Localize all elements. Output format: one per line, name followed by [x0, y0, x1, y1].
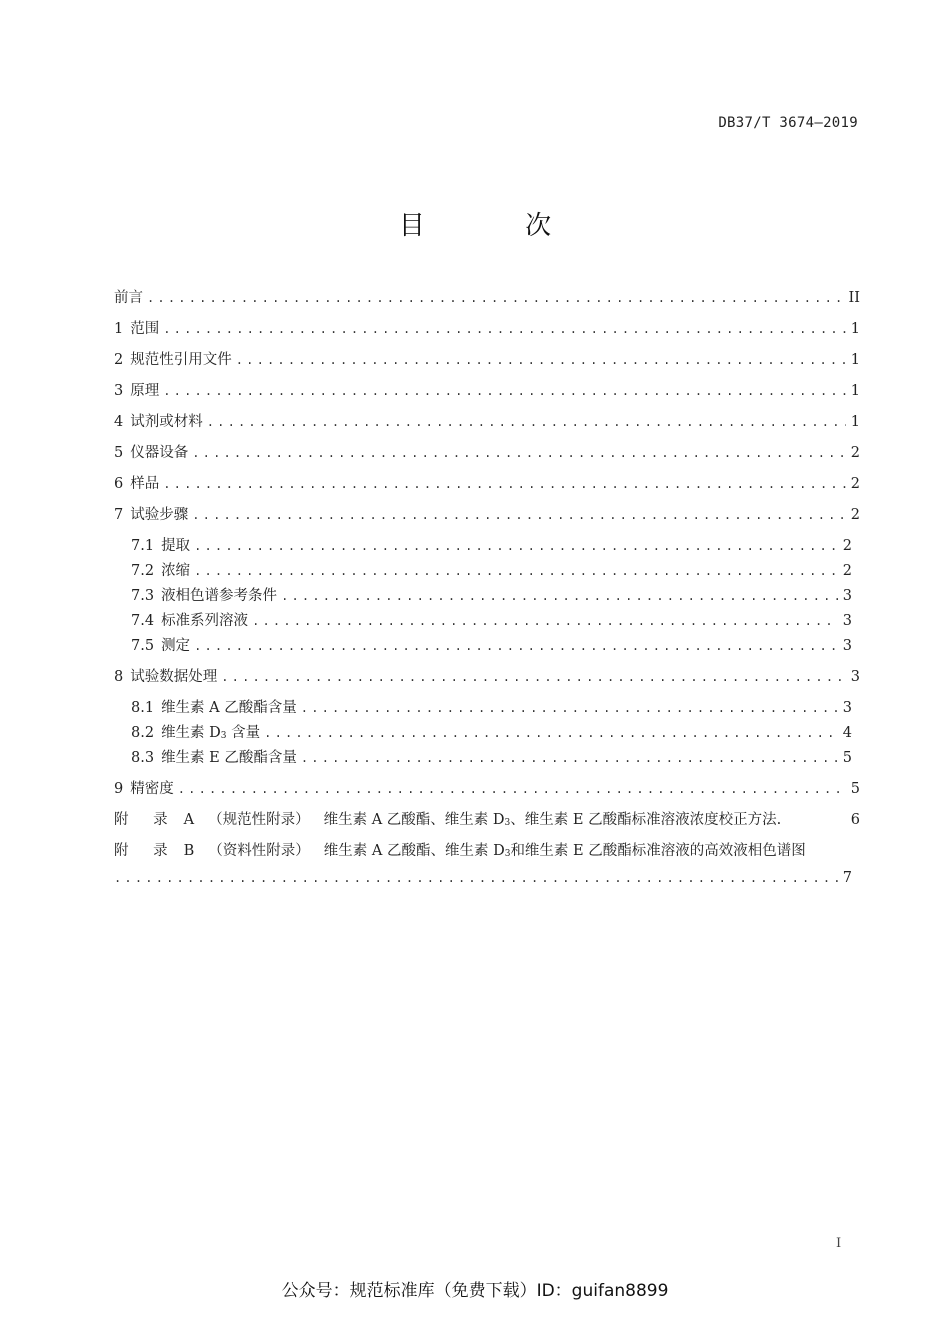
appendix-title-subscript: 3 — [504, 849, 511, 859]
toc-entry-9[interactable] — [114, 779, 860, 799]
toc-entry-label: 原理 — [130, 383, 160, 399]
toc-entry-number: 6 — [114, 476, 124, 492]
toc-entry-page: 3 — [842, 638, 852, 654]
toc-entry-label — [161, 723, 260, 746]
toc-entry-number: 1 — [114, 321, 124, 337]
toc-entry-page: 2 — [842, 538, 852, 554]
toc-leader-dots — [301, 698, 838, 718]
toc-entry-label: 浓缩 — [161, 563, 191, 579]
appendix-type: （规范性附录） — [208, 812, 310, 828]
toc-entry-appendix-b-continuation[interactable] — [114, 868, 852, 888]
toc-entry-label: 试验步骤 — [130, 507, 189, 523]
appendix-title: 和维生素 E 乙酸酯标准溶液的高效液相色谱图 — [510, 843, 806, 859]
toc-label-text: 维生素 D — [161, 725, 221, 741]
toc-entry-page: 5 — [842, 750, 852, 766]
toc-entry-appendix-a[interactable] — [114, 810, 860, 833]
toc-leader-dots — [301, 748, 838, 768]
toc-entry-page: 1 — [850, 352, 860, 368]
toc-entry-number: 8.1 — [131, 700, 155, 716]
toc-entry-8-1[interactable] — [131, 698, 852, 718]
toc-entry-appendix-b[interactable] — [114, 841, 860, 864]
toc-leader-dots — [192, 443, 846, 463]
toc-leader-dots — [194, 561, 838, 581]
toc-label-subscript: 3 — [220, 731, 227, 741]
toc-entry-page: 2 — [842, 563, 852, 579]
toc-entry-page: 1 — [850, 383, 860, 399]
toc-entry-label: 提取 — [161, 538, 191, 554]
toc-entry-page: 3 — [842, 700, 852, 716]
toc-entry-foreword[interactable] — [114, 288, 860, 308]
toc-entry-page: 5 — [850, 781, 860, 797]
toc-entry-number: 3 — [114, 383, 124, 399]
toc-entry-label — [114, 810, 781, 833]
toc-entry-number: 7.2 — [131, 563, 155, 579]
toc-entry-label: 测定 — [161, 638, 191, 654]
toc-entry-page: 2 — [850, 476, 860, 492]
appendix-letter: B — [183, 843, 195, 859]
toc-entry-page: II — [848, 290, 860, 306]
toc-entry-7-3[interactable] — [131, 586, 852, 606]
toc-entry-page: 4 — [842, 725, 852, 741]
toc-entry-1[interactable] — [114, 319, 860, 339]
toc-entry-page: 3 — [850, 669, 860, 685]
toc-entry-label: 标准系列溶液 — [161, 613, 249, 629]
toc-leader-dots — [114, 868, 838, 888]
toc-entry-number: 8.3 — [131, 750, 155, 766]
toc-leader-dots — [221, 667, 846, 687]
toc-entry-7[interactable] — [114, 505, 860, 525]
toc-entry-label: 前言 — [114, 290, 143, 306]
toc-entry-3[interactable] — [114, 381, 860, 401]
page-title: 目 次 — [398, 211, 598, 241]
toc-leader-dots — [163, 319, 846, 339]
toc-leader-dots — [163, 381, 846, 401]
footer-watermark: 公众号：规范标准库（免费下载）ID：guifan8899 — [281, 1281, 669, 1301]
toc-entry-number: 8 — [114, 669, 124, 685]
toc-leader-dots — [207, 412, 846, 432]
toc-entry-2[interactable] — [114, 350, 860, 370]
toc-entry-label: 维生素 A 乙酸酯含量 — [161, 700, 297, 716]
toc-entry-7-5[interactable] — [131, 636, 852, 656]
toc-entry-7-2[interactable] — [131, 561, 852, 581]
toc-entry-label: 液相色谱参考条件 — [161, 588, 278, 604]
appendix-title-subscript: 3 — [504, 818, 511, 828]
toc-label-text: 含量 — [226, 725, 261, 741]
toc-entry-label: 试验数据处理 — [130, 669, 218, 685]
toc-entry-page: 6 — [850, 812, 860, 828]
toc-entry-4[interactable] — [114, 412, 860, 432]
page-number: I — [836, 1236, 842, 1251]
toc-entry-number: 7 — [114, 507, 124, 523]
appendix-title: 维生素 A 乙酸酯、维生素 D — [323, 812, 505, 828]
toc-leader-dots — [252, 611, 838, 631]
toc-entry-8-2[interactable] — [131, 723, 852, 746]
toc-entry-label: 精密度 — [130, 781, 174, 797]
toc-leader-dots — [163, 474, 846, 494]
appendix-type: （资料性附录） — [208, 843, 310, 859]
toc-entry-number: 5 — [114, 445, 124, 461]
toc-entry-number: 7.1 — [131, 538, 155, 554]
toc-leader-dots — [281, 586, 838, 606]
toc-entry-8-3[interactable] — [131, 748, 852, 768]
toc-leader-dots — [236, 350, 846, 370]
appendix-letter: A — [183, 812, 195, 828]
toc-leader-dots — [194, 536, 838, 556]
toc-entry-page: 2 — [850, 445, 860, 461]
toc-entry-5[interactable] — [114, 443, 860, 463]
toc-entry-7-4[interactable] — [131, 611, 852, 631]
toc-entry-page: 3 — [842, 588, 852, 604]
toc-entry-label: 范围 — [130, 321, 160, 337]
toc-leader-dots — [264, 723, 838, 743]
document-code: DB37/T 3674—2019 — [718, 115, 858, 131]
toc-entry-label: 维生素 E 乙酸酯含量 — [161, 750, 297, 766]
toc-entry-number: 7.3 — [131, 588, 155, 604]
toc-entry-number: 7.5 — [131, 638, 155, 654]
toc-entry-7-1[interactable] — [131, 536, 852, 556]
toc-entry-label: 规范性引用文件 — [130, 352, 232, 368]
toc-entry-number: 7.4 — [131, 613, 155, 629]
toc-leader-dots — [147, 288, 845, 308]
toc-entry-page: 1 — [850, 321, 860, 337]
toc-entry-number: 8.2 — [131, 725, 155, 741]
toc-entry-label — [114, 841, 806, 864]
appendix-prefix: 附 录 — [114, 843, 178, 859]
toc-leader-dots — [192, 505, 846, 525]
toc-entry-page: 2 — [850, 507, 860, 523]
toc-entry-number: 9 — [114, 781, 124, 797]
toc-entry-page: 1 — [850, 414, 860, 430]
toc-entry-label: 样品 — [130, 476, 160, 492]
appendix-title: 、维生素 E 乙酸酯标准溶液浓度校正方法. — [510, 812, 782, 828]
toc-entry-6[interactable] — [114, 474, 860, 494]
toc-entry-label: 试剂或材料 — [130, 414, 203, 430]
toc-leader-dots — [178, 779, 846, 799]
toc-entry-page: 7 — [842, 870, 852, 886]
toc-entry-8[interactable] — [114, 667, 860, 687]
toc-entry-number: 2 — [114, 352, 124, 368]
toc-leader-dots — [194, 636, 838, 656]
appendix-prefix: 附 录 — [114, 812, 178, 828]
toc-entry-number: 4 — [114, 414, 124, 430]
toc-entry-label: 仪器设备 — [130, 445, 189, 461]
appendix-title: 维生素 A 乙酸酯、维生素 D — [323, 843, 505, 859]
toc-entry-page: 3 — [842, 613, 852, 629]
